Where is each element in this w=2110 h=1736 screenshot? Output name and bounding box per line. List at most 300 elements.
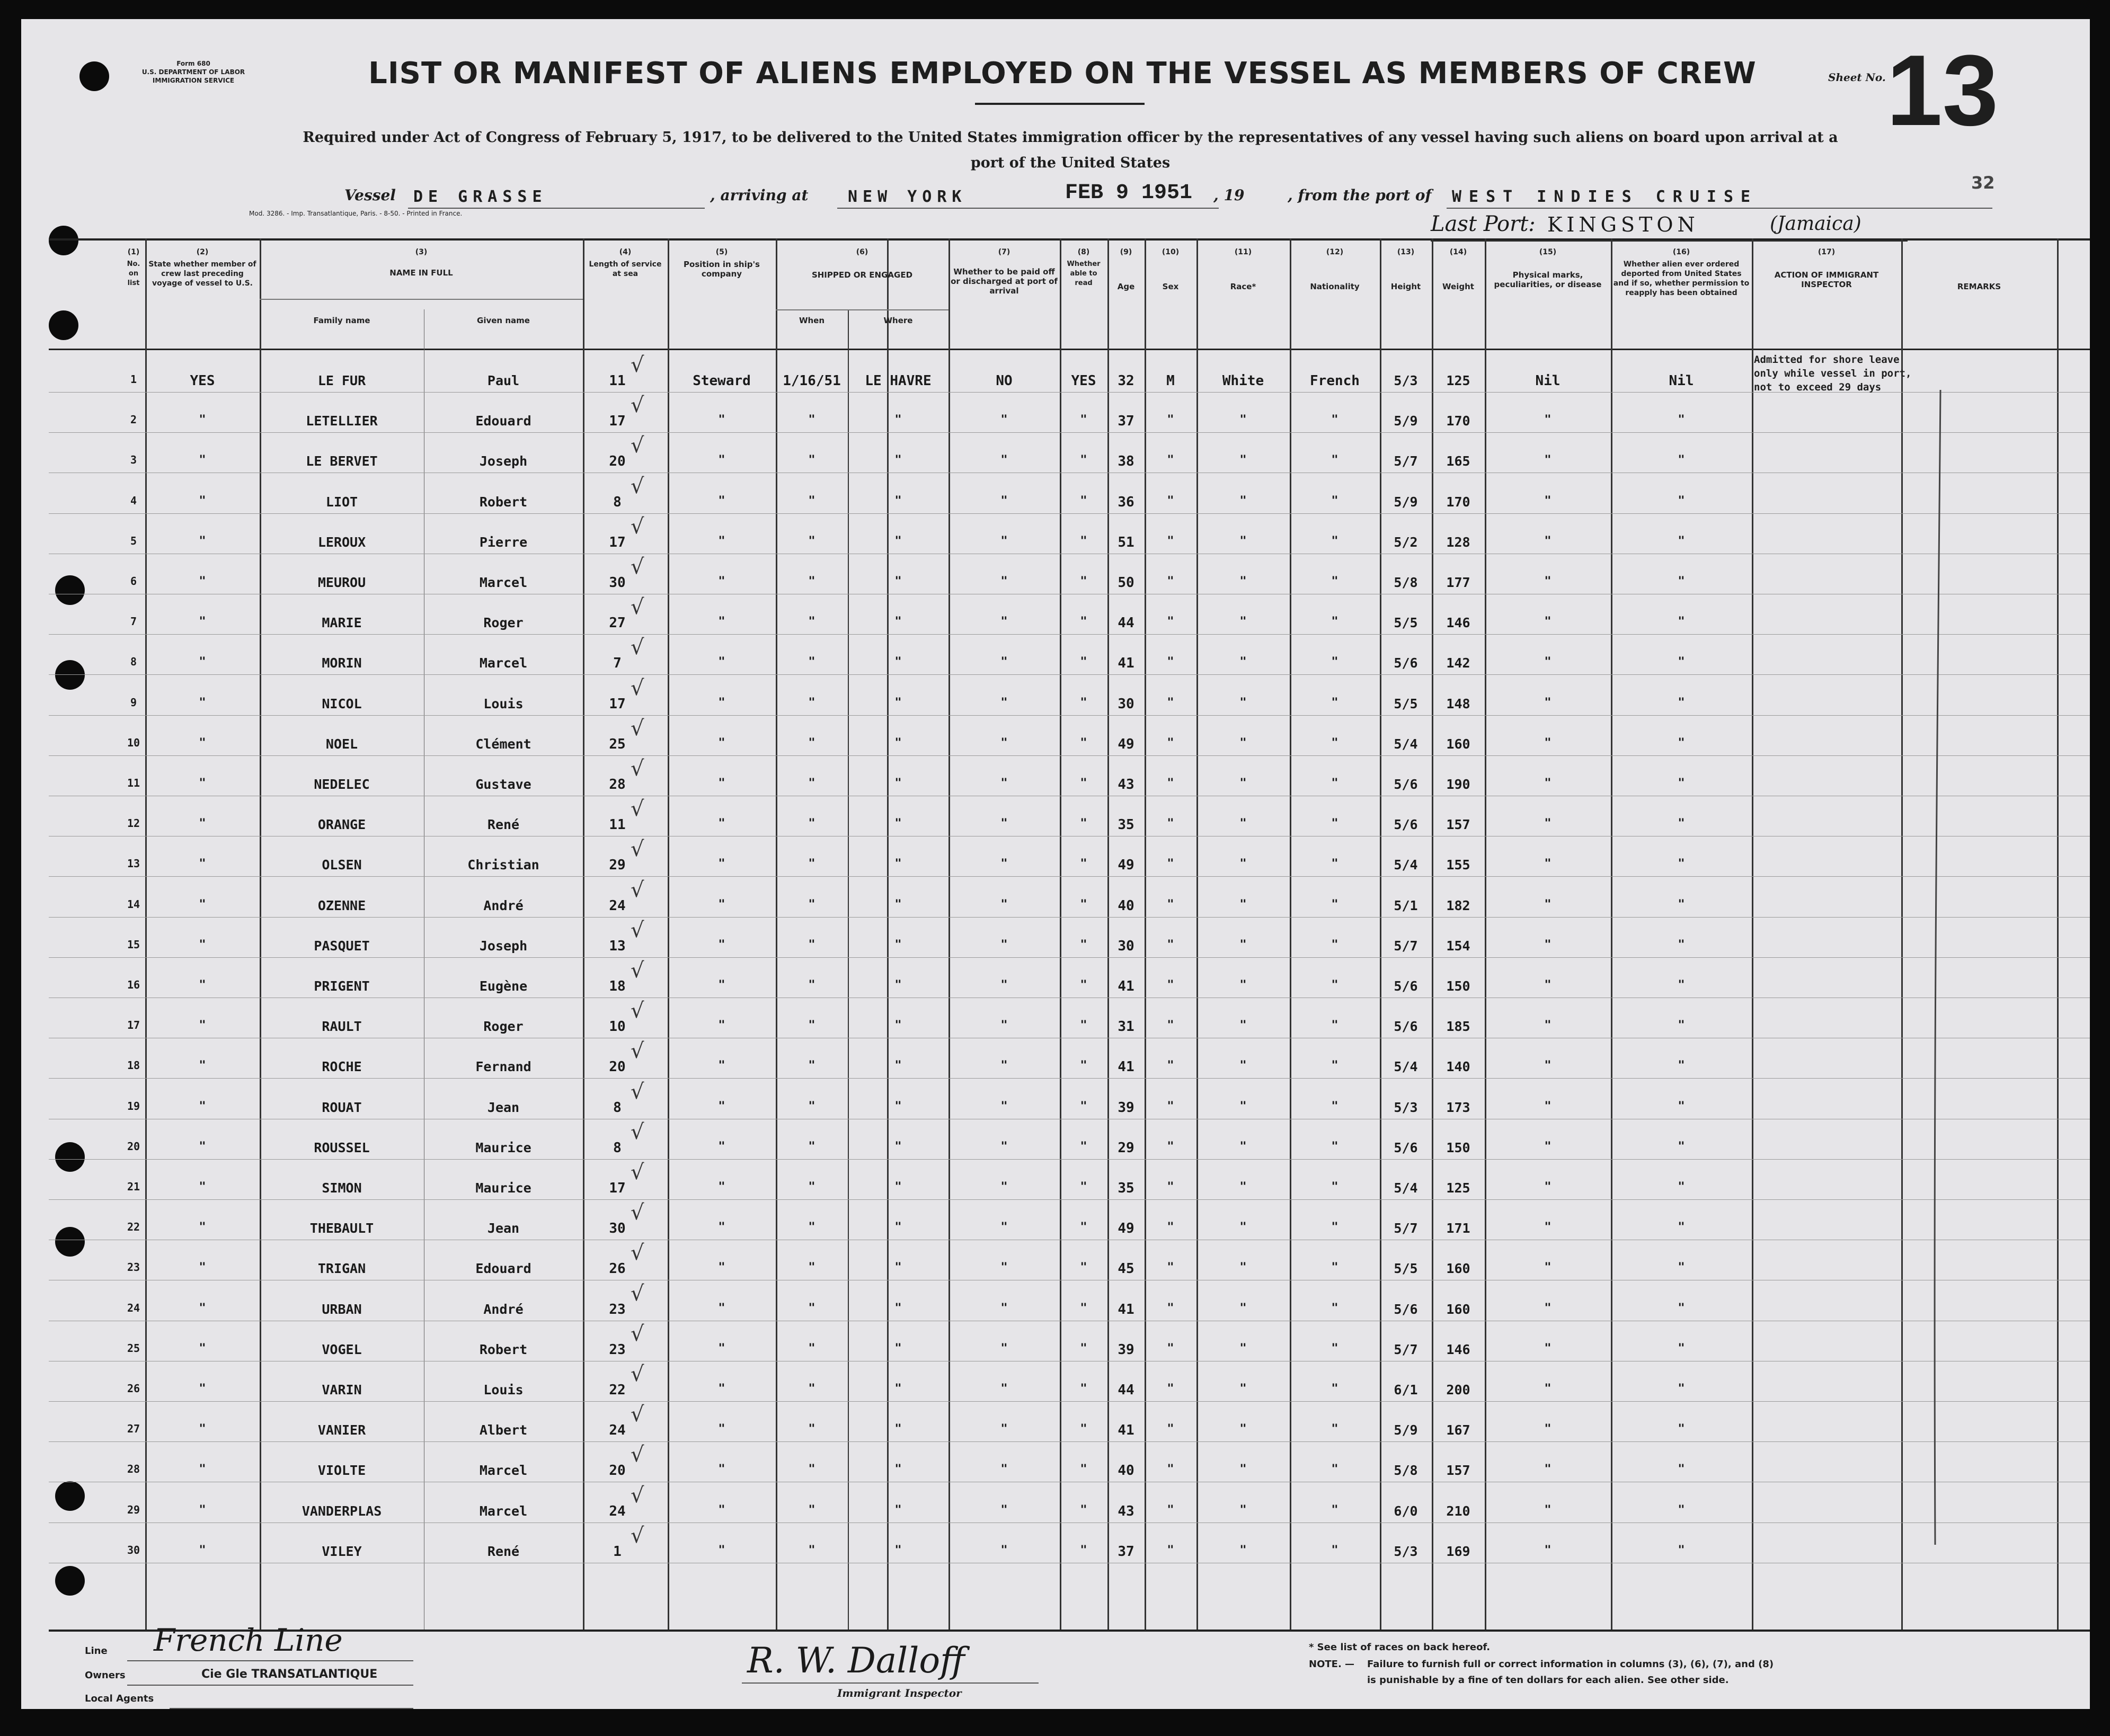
note-label: NOTE. — <box>1309 1659 1355 1670</box>
engaged-where-ditto: " <box>894 1382 902 1395</box>
race-ditto: " <box>1239 1019 1247 1032</box>
ship-position-ditto: " <box>718 696 725 709</box>
department-name: U.S. DEPARTMENT OF LABOR <box>141 68 245 76</box>
race: White <box>1222 373 1264 389</box>
given-name: Joseph <box>479 453 528 469</box>
sex-ditto: " <box>1167 1382 1174 1395</box>
paid-off: NO <box>996 373 1013 389</box>
engaged-where-ditto: " <box>894 655 902 669</box>
height: 5/6 <box>1394 817 1418 832</box>
engaged-when-ditto: " <box>808 938 815 951</box>
ship-position-ditto: " <box>718 1261 725 1274</box>
inspector-label: Immigrant Inspector <box>837 1687 962 1699</box>
footer-rule <box>49 1630 2090 1632</box>
row-number: 29 <box>127 1503 140 1516</box>
row-number: 23 <box>127 1261 140 1274</box>
local-agents-label: Local Agents <box>85 1693 154 1704</box>
table-top-rule <box>49 238 2090 241</box>
engaged-where-ditto: " <box>894 1180 902 1194</box>
able-to-read-ditto: " <box>1080 575 1087 588</box>
service-years: 8 <box>613 494 622 510</box>
form-block <box>132 59 254 85</box>
deported-ditto: " <box>1678 736 1685 750</box>
column-divider <box>583 238 584 1630</box>
weight: 160 <box>1446 1302 1470 1317</box>
race-ditto: " <box>1239 1463 1247 1476</box>
column-divider <box>668 238 669 1630</box>
race-ditto: " <box>1239 777 1247 790</box>
physical-marks-ditto: " <box>1544 777 1552 790</box>
service-years: 24 <box>609 1422 626 1438</box>
given-name: Maurice <box>475 1180 531 1196</box>
weight: 177 <box>1446 575 1470 590</box>
crew-last-voyage-ditto: " <box>199 857 206 870</box>
punch-hole <box>55 1481 85 1511</box>
race-ditto: " <box>1239 978 1247 992</box>
age: 37 <box>1118 1544 1134 1560</box>
row-number: 24 <box>127 1302 140 1314</box>
able-to-read-ditto: " <box>1080 1019 1087 1032</box>
check-mark: √ <box>631 474 644 498</box>
race-ditto: " <box>1239 1503 1247 1517</box>
physical-marks-ditto: " <box>1544 696 1552 709</box>
age: 41 <box>1118 1059 1134 1075</box>
height: 5/8 <box>1394 575 1418 590</box>
deported-ditto: " <box>1678 1059 1685 1072</box>
weight: 185 <box>1446 1019 1470 1034</box>
race-ditto: " <box>1239 696 1247 709</box>
physical-marks-ditto: " <box>1544 898 1552 911</box>
crew-last-voyage-ditto: " <box>199 1261 206 1274</box>
row-number: 13 <box>127 857 140 870</box>
nationality-ditto: " <box>1331 1302 1338 1315</box>
height: 5/6 <box>1394 1019 1418 1034</box>
crew-last-voyage-ditto: " <box>199 1544 206 1557</box>
paid-off-ditto: " <box>1000 898 1008 911</box>
column-c16-header: Whether alien ever ordered deported from United States and if so, whether permission to reapply has been obtained <box>1613 260 1750 297</box>
weight: 146 <box>1446 1342 1470 1357</box>
weight: 157 <box>1446 817 1470 832</box>
physical-marks-ditto: " <box>1544 1180 1552 1194</box>
weight: 150 <box>1446 1140 1470 1155</box>
check-mark: √ <box>631 837 644 861</box>
crew-last-voyage-ditto: " <box>199 655 206 669</box>
sex-ditto: " <box>1167 1059 1174 1072</box>
ship-position-ditto: " <box>718 1382 725 1395</box>
age: 50 <box>1118 575 1134 591</box>
race-ditto: " <box>1239 1422 1247 1436</box>
paid-off-ditto: " <box>1000 1503 1008 1517</box>
nationality-ditto: " <box>1331 413 1338 426</box>
service-years: 24 <box>609 898 626 914</box>
paid-off-ditto: " <box>1000 736 1008 750</box>
nationality-ditto: " <box>1331 736 1338 750</box>
row-number: 25 <box>127 1342 140 1355</box>
row-rule <box>49 1441 2090 1442</box>
check-mark: √ <box>631 1120 644 1144</box>
ship-position-ditto: " <box>718 1503 725 1517</box>
ship-position-ditto: " <box>718 1019 725 1032</box>
physical-marks-ditto: " <box>1544 1342 1552 1355</box>
height: 5/6 <box>1394 655 1418 671</box>
row-number: 16 <box>127 978 140 991</box>
height: 5/5 <box>1394 696 1418 711</box>
service-years: 11 <box>609 817 626 833</box>
family-name: THEBAULT <box>309 1221 374 1236</box>
height: 5/4 <box>1394 1059 1418 1074</box>
able-to-read-ditto: " <box>1080 1059 1087 1072</box>
able-to-read-ditto: " <box>1080 938 1087 951</box>
column-divider <box>1432 238 1433 1630</box>
name-subheader-rule <box>260 299 583 300</box>
family-name: PRIGENT <box>314 978 370 994</box>
ship-position-ditto: " <box>718 777 725 790</box>
owners-underline <box>127 1685 413 1686</box>
row-rule <box>49 715 2090 716</box>
check-mark: √ <box>631 555 644 579</box>
sex-ditto: " <box>1167 1100 1174 1113</box>
engaged-when-ditto: " <box>808 1100 815 1113</box>
check-mark: √ <box>631 1200 644 1225</box>
sex: M <box>1166 373 1175 389</box>
nationality-ditto: " <box>1331 1140 1338 1153</box>
ship-position-ditto: " <box>718 655 725 669</box>
height: 5/9 <box>1394 494 1418 510</box>
engaged-when-ditto: " <box>808 1382 815 1395</box>
column-c7-header: Whether to be paid off or discharged at port of arrival <box>951 267 1058 296</box>
able-to-read-ditto: " <box>1080 1342 1087 1355</box>
paid-off-ditto: " <box>1000 1100 1008 1113</box>
requirement-line-2: port of the United States <box>970 155 1171 171</box>
height: 5/5 <box>1394 615 1418 630</box>
deported-ditto: " <box>1678 535 1685 548</box>
check-mark: √ <box>631 958 644 983</box>
note-text-2: is punishable by a fine of ten dollars for each alien. See other side. <box>1367 1675 1729 1686</box>
service-name: IMMIGRATION SERVICE <box>152 77 235 84</box>
service-years: 25 <box>609 736 626 752</box>
weight: 190 <box>1446 777 1470 792</box>
column-divider <box>1196 238 1198 1630</box>
able-to-read-ditto: " <box>1080 1100 1087 1113</box>
row-rule <box>49 1159 2090 1160</box>
weight: 125 <box>1446 1180 1470 1196</box>
deported-ditto: " <box>1678 1463 1685 1476</box>
column-c6-header: SHIPPED OR ENGAGED <box>811 270 913 280</box>
given-name: Joseph <box>479 938 528 954</box>
crew-last-voyage-ditto: " <box>199 1422 206 1436</box>
weight: 148 <box>1446 696 1470 711</box>
inspector-signature: R. W. Dalloff <box>747 1640 965 1681</box>
engaged-when-ditto: " <box>808 453 815 467</box>
arriving-label: , arriving at <box>710 186 809 204</box>
column-divider <box>1901 238 1903 1630</box>
weight: 140 <box>1446 1059 1470 1074</box>
row-number: 6 <box>130 575 137 587</box>
age: 45 <box>1118 1261 1134 1277</box>
check-mark: √ <box>631 999 644 1023</box>
ship-position-ditto: " <box>718 938 725 951</box>
punch-hole <box>49 226 78 255</box>
nationality-ditto: " <box>1331 453 1338 467</box>
family-name: LE FUR <box>317 373 366 388</box>
given-name: Edouard <box>475 413 531 429</box>
physical-marks-ditto: " <box>1544 1382 1552 1395</box>
deported-ditto: " <box>1678 1221 1685 1234</box>
race-ditto: " <box>1239 1180 1247 1194</box>
age: 49 <box>1118 857 1134 873</box>
engaged-when-ditto: " <box>808 1059 815 1072</box>
column-c3-number: (3) <box>415 248 428 256</box>
crew-last-voyage-ditto: " <box>199 615 206 628</box>
age: 51 <box>1118 535 1134 550</box>
engaged-when-ditto: " <box>808 494 815 508</box>
engaged-where-ditto: " <box>894 1261 902 1274</box>
family-name: LIOT <box>325 494 358 510</box>
row-rule <box>49 1078 2090 1079</box>
engaged-where-ditto: " <box>894 615 902 628</box>
column-divider <box>1611 238 1612 1630</box>
height: 5/6 <box>1394 777 1418 792</box>
able-to-read: YES <box>1071 373 1096 389</box>
engaged-where-ditto: " <box>894 1503 902 1517</box>
race-ditto: " <box>1239 857 1247 870</box>
punch-hole <box>55 1566 85 1596</box>
paid-off-ditto: " <box>1000 1382 1008 1395</box>
race-ditto: " <box>1239 1221 1247 1234</box>
handwritten-bracket-line <box>1929 390 1950 1555</box>
row-number: 11 <box>127 777 140 789</box>
engaged-when-ditto: " <box>808 857 815 870</box>
able-to-read-ditto: " <box>1080 857 1087 870</box>
row-number: 12 <box>127 817 140 830</box>
family-name: NICOL <box>322 696 362 711</box>
year-label: , 19 <box>1213 186 1245 204</box>
paid-off-ditto: " <box>1000 777 1008 790</box>
sex-ditto: " <box>1167 535 1174 548</box>
nationality-ditto: " <box>1331 1503 1338 1517</box>
deported-ditto: " <box>1678 575 1685 588</box>
inspector-action-text: Admitted for shore leave only while vessel in port, not to exceed 29 days <box>1754 354 1912 393</box>
row-rule <box>49 917 2090 918</box>
race-ditto: " <box>1239 1544 1247 1557</box>
from-port-label: , from the port of <box>1288 186 1432 204</box>
column-divider <box>776 238 777 1630</box>
family-name: TRIGAN <box>317 1261 366 1276</box>
paid-off-ditto: " <box>1000 453 1008 467</box>
age: 30 <box>1118 696 1134 712</box>
engaged-where-ditto: " <box>894 1342 902 1355</box>
check-mark: √ <box>631 1322 644 1346</box>
given-name: Robert <box>479 1342 528 1357</box>
physical-marks-ditto: " <box>1544 1100 1552 1113</box>
service-years: 23 <box>609 1302 626 1317</box>
physical-marks-ditto: " <box>1544 615 1552 628</box>
weight: 182 <box>1446 898 1470 913</box>
column-c9-header: Age <box>1117 282 1135 291</box>
column-c4-number: (4) <box>619 248 632 256</box>
row-number: 7 <box>130 615 137 628</box>
check-mark: √ <box>631 1524 644 1548</box>
punch-hole <box>55 660 85 690</box>
weight: 125 <box>1446 373 1470 388</box>
given-name: Marcel <box>479 575 528 590</box>
deported-ditto: " <box>1678 777 1685 790</box>
row-number: 15 <box>127 938 140 951</box>
height: 5/3 <box>1394 1100 1418 1115</box>
owners-label: Owners <box>85 1670 126 1681</box>
row-number: 20 <box>127 1140 140 1153</box>
printer-line: Mod. 3286. - Imp. Transatlantique, Paris. - 8-50. - Printed in France. <box>249 210 463 217</box>
given-name: Gustave <box>475 777 531 792</box>
line-label: Line <box>85 1645 108 1657</box>
row-number: 10 <box>127 736 140 749</box>
column-c15-header: Physical marks, peculiarities, or disease <box>1494 270 1602 289</box>
service-years: 27 <box>609 615 626 631</box>
service-years: 8 <box>613 1140 622 1156</box>
column-divider <box>1107 238 1109 1630</box>
age: 44 <box>1118 1382 1134 1398</box>
service-years: 30 <box>609 1221 626 1236</box>
physical-marks-ditto: " <box>1544 1302 1552 1315</box>
column-c6-number: (6) <box>856 248 868 256</box>
given-name: Marcel <box>479 1503 528 1519</box>
family-name: ROCHE <box>322 1059 362 1074</box>
manifest-sheet <box>21 19 2090 1709</box>
engaged-when-ditto: " <box>808 777 815 790</box>
check-mark: √ <box>631 1160 644 1185</box>
given-name: Pierre <box>479 535 528 550</box>
column-divider <box>1290 238 1291 1630</box>
column-c2-number: (2) <box>196 248 209 256</box>
column-divider <box>1145 238 1146 1630</box>
sex-ditto: " <box>1167 494 1174 508</box>
deported-ditto: " <box>1678 453 1685 467</box>
physical-marks-ditto: " <box>1544 1059 1552 1072</box>
service-years: 11 <box>609 373 626 389</box>
sheet-number-label: Sheet No. <box>1828 71 1886 84</box>
deported-ditto: " <box>1678 978 1685 992</box>
paid-off-ditto: " <box>1000 494 1008 508</box>
sex-ditto: " <box>1167 1180 1174 1194</box>
family-name: MEUROU <box>317 575 366 590</box>
service-years: 20 <box>609 1059 626 1075</box>
engaged-where-ditto: " <box>894 494 902 508</box>
given-name: Christian <box>467 857 539 873</box>
able-to-read-ditto: " <box>1080 1463 1087 1476</box>
given-name: Jean <box>487 1100 520 1115</box>
physical-marks: Nil <box>1535 373 1561 389</box>
crew-last-voyage: YES <box>190 373 215 389</box>
nationality-ditto: " <box>1331 817 1338 830</box>
row-number: 17 <box>127 1019 140 1031</box>
able-to-read-ditto: " <box>1080 655 1087 669</box>
crew-last-voyage-ditto: " <box>199 453 206 467</box>
engaged-when: 1/16/51 <box>783 373 841 389</box>
ship-position-ditto: " <box>718 1221 725 1234</box>
nationality-ditto: " <box>1331 938 1338 951</box>
row-number: 3 <box>130 453 137 466</box>
weight: 154 <box>1446 938 1470 954</box>
height: 5/2 <box>1394 535 1418 550</box>
column-c9-number: (9) <box>1120 248 1132 256</box>
engaged-where-ditto: " <box>894 898 902 911</box>
family-name: ROUAT <box>322 1100 362 1115</box>
paid-off-ditto: " <box>1000 615 1008 628</box>
given-name: Marcel <box>479 655 528 671</box>
engaged-when-ditto: " <box>808 736 815 750</box>
line-value: French Line <box>154 1622 343 1658</box>
physical-marks-ditto: " <box>1544 535 1552 548</box>
service-years: 30 <box>609 575 626 591</box>
column-divider <box>948 238 950 1630</box>
ship-position-ditto: " <box>718 736 725 750</box>
age: 41 <box>1118 1422 1134 1438</box>
deported-ditto: " <box>1678 494 1685 508</box>
deported-ditto: " <box>1678 1261 1685 1274</box>
given-name: Albert <box>479 1422 528 1438</box>
check-mark: √ <box>631 514 644 539</box>
paid-off-ditto: " <box>1000 575 1008 588</box>
row-number: 26 <box>127 1382 140 1395</box>
from-port-underline <box>1447 208 1992 209</box>
engaged-when-ditto: " <box>808 575 815 588</box>
given-name: Eugène <box>479 978 528 994</box>
paid-off-ditto: " <box>1000 1302 1008 1315</box>
weight: 165 <box>1446 453 1470 469</box>
ship-position-ditto: " <box>718 1140 725 1153</box>
column-c1-header: No. on list <box>127 260 140 287</box>
able-to-read-ditto: " <box>1080 535 1087 548</box>
deported-ditto: " <box>1678 1422 1685 1436</box>
weight: 160 <box>1446 1261 1470 1276</box>
age: 36 <box>1118 494 1134 510</box>
column-divider <box>887 238 889 1630</box>
check-mark: √ <box>631 676 644 700</box>
sex-ditto: " <box>1167 1342 1174 1355</box>
weight: 173 <box>1446 1100 1470 1115</box>
nationality-ditto: " <box>1331 1019 1338 1032</box>
ship-position-ditto: " <box>718 494 725 508</box>
check-mark: √ <box>631 1483 644 1508</box>
crew-last-voyage-ditto: " <box>199 1342 206 1355</box>
deported-ditto: " <box>1678 1140 1685 1153</box>
sex-ditto: " <box>1167 1503 1174 1517</box>
ship-position-ditto: " <box>718 453 725 467</box>
nationality-ditto: " <box>1331 696 1338 709</box>
nationality-ditto: " <box>1331 1100 1338 1113</box>
column-divider <box>2057 238 2059 1630</box>
nationality-ditto: " <box>1331 1180 1338 1194</box>
deported-ditto: " <box>1678 1544 1685 1557</box>
given-name: André <box>483 898 524 913</box>
nationality-ditto: " <box>1331 655 1338 669</box>
sex-ditto: " <box>1167 1019 1174 1032</box>
ship-position-ditto: " <box>718 575 725 588</box>
engaged-where-ditto: " <box>894 857 902 870</box>
sex-ditto: " <box>1167 1463 1174 1476</box>
column-c17-number: (17) <box>1818 248 1836 256</box>
height: 5/3 <box>1394 373 1418 388</box>
check-mark: √ <box>631 1241 644 1265</box>
service-years: 26 <box>609 1261 626 1277</box>
column-c4-header: Length of service at sea <box>589 260 662 278</box>
nationality-ditto: " <box>1331 857 1338 870</box>
paid-off-ditto: " <box>1000 1422 1008 1436</box>
weight: 170 <box>1446 413 1470 429</box>
age: 41 <box>1118 655 1134 671</box>
paid-off-ditto: " <box>1000 1140 1008 1153</box>
deported-ditto: " <box>1678 938 1685 951</box>
